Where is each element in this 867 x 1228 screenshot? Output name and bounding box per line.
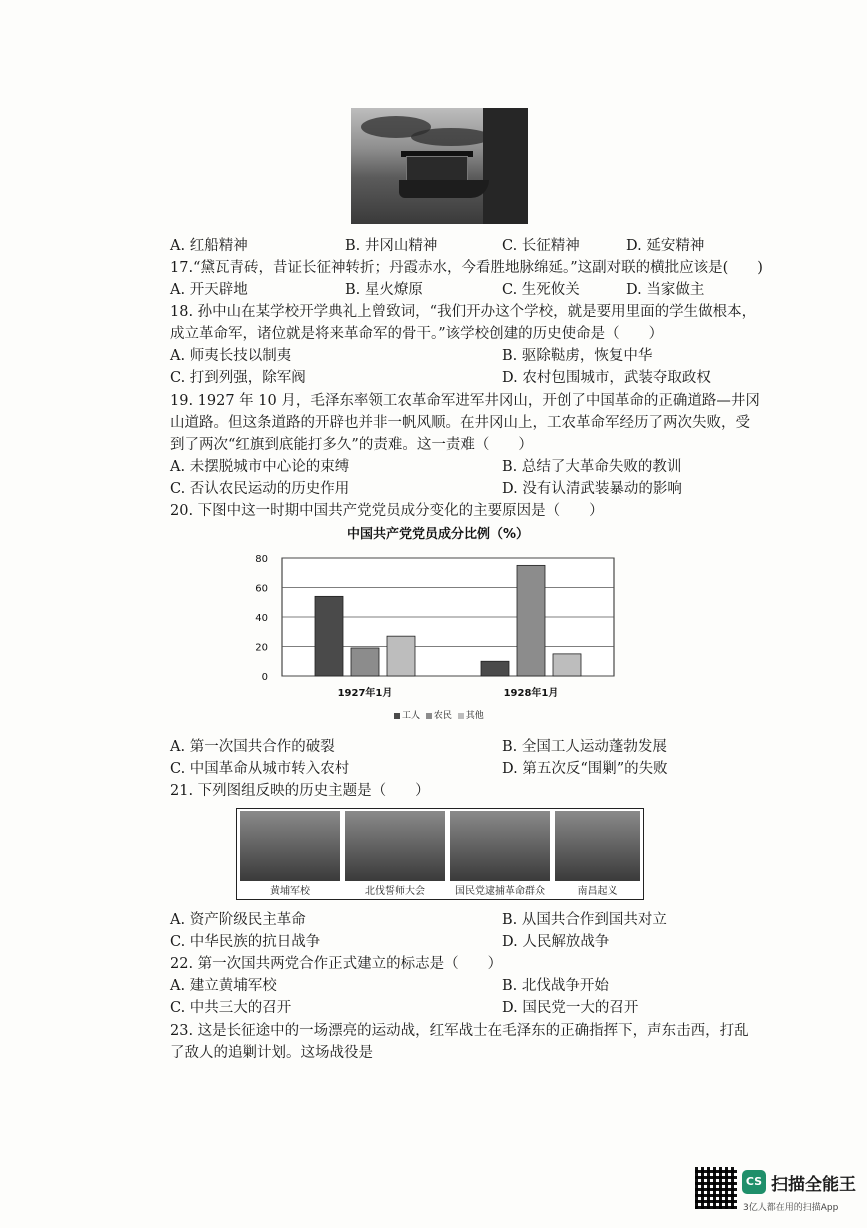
q21-stem: 21. 下列图组反映的历史主题是（ ）	[170, 783, 430, 799]
q18-option-b: B. 驱除鞑虏，恢复中华	[502, 348, 653, 364]
q17-option-c: C. 生死攸关	[502, 282, 580, 298]
membership-bar-chart	[238, 522, 638, 722]
legend-label-others: 其他	[465, 711, 484, 721]
y-tick-label: 40	[255, 613, 268, 624]
bar-农民-1	[517, 565, 545, 676]
red-boat-photo	[351, 108, 528, 224]
bar-工人-0	[315, 596, 343, 676]
caption-whampoa: 黄埔军校	[270, 886, 310, 897]
q16-option-b: B. 井冈山精神	[345, 238, 438, 254]
caption-northern-expedition: 北伐誓师大会	[365, 886, 425, 897]
q18-stem-line1: 18. 孙中山在某学校开学典礼上曾致词，“我们开办这个学校，就是要用里面的学生做根本，	[170, 304, 757, 320]
photo-arrest	[450, 811, 550, 881]
q22-stem: 22. 第一次国共两党合作正式建立的标志是（ ）	[170, 956, 503, 972]
q16-option-d: D. 延安精神	[626, 238, 705, 254]
q17-option-a: A. 开天辟地	[170, 282, 248, 298]
q16-option-a: A. 红船精神	[170, 238, 248, 254]
bar-其他-0	[387, 636, 415, 676]
bar-其他-1	[553, 654, 581, 676]
q23-stem-line2: 了敌人的追剿计划。这场战役是	[170, 1045, 373, 1061]
caption-arrest: 国民党逮捕革命群众	[455, 886, 545, 897]
y-tick-label: 20	[255, 642, 268, 654]
q20-option-d: D. 第五次反“围剿”的失败	[502, 761, 668, 777]
camscanner-name: 扫描全能王	[771, 1175, 856, 1195]
bar-农民-0	[351, 648, 379, 676]
photo-northern-expedition	[345, 811, 445, 881]
x-category-label: 1928年1月	[503, 688, 559, 699]
q21-option-b: B. 从国共合作到国共对立	[502, 912, 667, 928]
q17-option-d: D. 当家做主	[626, 282, 705, 298]
qr-code	[695, 1167, 737, 1209]
q19-stem-line3: 到了两次“红旗到底能打多久”的责难。这一责难（ ）	[170, 437, 533, 453]
q18-option-c: C. 打到列强，除军阀	[170, 370, 306, 386]
q20-option-b: B. 全国工人运动蓬勃发展	[502, 739, 667, 755]
q22-option-d: D. 国民党一大的召开	[502, 1000, 639, 1016]
y-tick-label: 80	[255, 554, 268, 565]
q16-option-c: C. 长征精神	[502, 238, 580, 254]
q20-option-a: A. 第一次国共合作的破裂	[170, 739, 335, 755]
q21-option-d: D. 人民解放战争	[502, 934, 610, 950]
caption-nanchang: 南昌起义	[577, 886, 618, 897]
legend-label-workers: 工人	[402, 711, 421, 721]
y-tick-label: 60	[255, 583, 268, 595]
q19-option-b: B. 总结了大革命失败的教训	[502, 459, 682, 475]
chart-title: 中国共产党党员成分比例（%）	[346, 527, 530, 542]
q21-option-c: C. 中华民族的抗日战争	[170, 934, 321, 950]
q23-stem-line1: 23. 这是长征途中的一场漂亮的运动战，红军战士在毛泽东的正确指挥下，声东击西，打乱	[170, 1023, 749, 1039]
q19-option-a: A. 未摆脱城市中心论的束缚	[170, 459, 350, 475]
chart-svg	[238, 522, 638, 722]
photo-nanchang	[555, 811, 640, 881]
x-category-label: 1927年1月	[337, 688, 393, 699]
q22-option-b: B. 北伐战争开始	[502, 978, 609, 994]
q18-option-d: D. 农村包围城市，武装夺取政权	[502, 370, 711, 386]
y-tick-label: 0	[261, 672, 268, 683]
q19-stem-line2: 山道路。但这条道路的开辟也并非一帆风顺。在井冈山上，工农革命军经历了两次失败，受	[170, 415, 750, 431]
chart-legend	[394, 708, 484, 721]
photo-whampoa	[240, 811, 340, 881]
q21-option-a: A. 资产阶级民主革命	[170, 912, 306, 928]
q18-stem-line2: 成立革命军，诸位就是将来革命军的骨干。”该学校创建的历史使命是（ ）	[170, 326, 664, 342]
bar-工人-1	[481, 661, 509, 676]
q22-option-a: A. 建立黄埔军校	[170, 978, 277, 994]
q19-option-d: D. 没有认清武装暴动的影响	[502, 481, 682, 497]
q20-option-c: C. 中国革命从城市转入农村	[170, 761, 350, 777]
q17-option-b: B. 星火燎原	[345, 282, 423, 298]
camscanner-logo: CS	[742, 1170, 766, 1194]
q22-option-c: C. 中共三大的召开	[170, 1000, 292, 1016]
q20-stem: 20. 下图中这一时期中国共产党党员成分变化的主要原因是（ ）	[170, 503, 604, 519]
q17-stem: 17.“黛瓦青砖，昔证长征神转折；丹霞赤水，今看胜地脉绵延。”这副对联的横批应该是( )	[170, 260, 763, 276]
q18-option-a: A. 师夷长技以制夷	[170, 348, 292, 364]
legend-label-peasants: 农民	[433, 711, 452, 721]
photo-strip	[236, 808, 644, 900]
q19-option-c: C. 否认农民运动的历史作用	[170, 481, 350, 497]
camscanner-tagline: 3亿人都在用的扫描App	[743, 1203, 839, 1213]
q19-stem-line1: 19. 1927 年 10 月，毛泽东率领工农革命军进军井冈山，开创了中国革命的正确道路—井冈	[170, 393, 760, 409]
